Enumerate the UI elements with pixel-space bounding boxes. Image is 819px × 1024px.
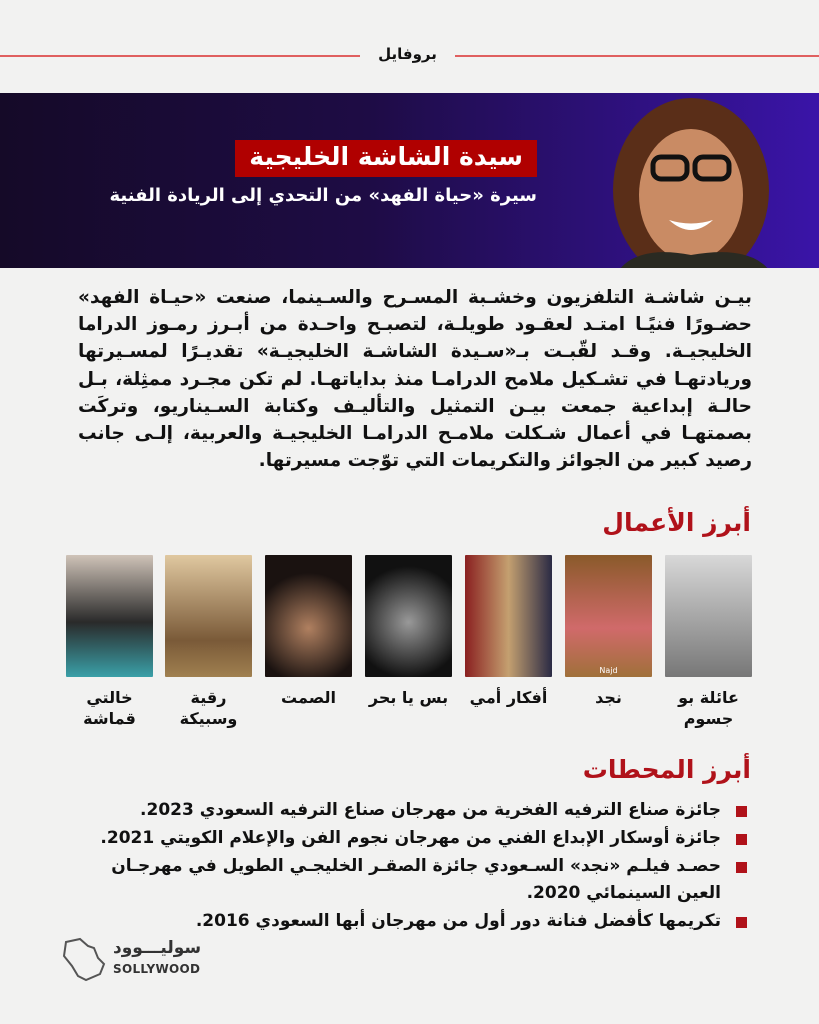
hero-title: سيدة الشاشة الخليجية	[235, 140, 537, 177]
work-title: بس يا بحر	[368, 688, 449, 707]
list-item	[71, 908, 751, 935]
work-title: خالتي قماشة	[83, 688, 136, 728]
work-title: رقية وسبيكة	[179, 688, 238, 728]
milestone-text: جائزة أوسكار الإبداع الفني من مهرجان نجوم الفن والإعلام الكويتي 2021.	[100, 828, 721, 848]
milestone-text: تكريمها كأفضل فنانة دور أول من مهرجان أبها السعودي 2016.	[195, 911, 721, 931]
work-item	[665, 555, 752, 729]
bullet-icon	[736, 862, 747, 873]
milestone-text: حصـد فيلـم «نجد» السـعودي جائزة الصقـر الخليجـي الطويل في مهرجـان العين السينمائي 2020.	[111, 856, 721, 903]
work-thumbnail	[465, 555, 552, 677]
work-thumbnail	[365, 555, 452, 677]
list-item	[71, 853, 751, 907]
hero-subtitle: سيرة «حياة الفهد» من التحدي إلى الريادة الفنية	[109, 185, 537, 206]
logo-arabic: سوليـــوود	[113, 938, 202, 958]
list-item	[71, 797, 751, 824]
work-title: أفكار أمي	[469, 688, 548, 707]
works-heading: أبرز الأعمال	[602, 508, 751, 537]
work-thumbnail	[665, 555, 752, 677]
work-thumbnail	[565, 555, 652, 677]
work-item	[365, 555, 452, 708]
section-header	[0, 45, 819, 65]
sollywood-logo	[58, 936, 208, 982]
logo-english: SOLLYWOOD	[113, 962, 201, 976]
work-item	[465, 555, 552, 708]
portrait-image	[599, 95, 779, 268]
map-icon	[58, 936, 108, 982]
work-thumbnail	[66, 555, 153, 677]
list-item	[71, 825, 751, 852]
bullet-icon	[736, 834, 747, 845]
work-title: نجد	[595, 688, 622, 707]
work-item	[565, 555, 652, 708]
work-thumbnail	[265, 555, 352, 677]
works-gallery	[66, 555, 754, 745]
work-thumbnail	[165, 555, 252, 677]
section-label: بروفايل	[378, 45, 437, 63]
work-item	[165, 555, 252, 729]
divider	[0, 55, 360, 57]
intro-paragraph: بيـن شاشـة التلفزيون وخشـبة المسـرح والسـينما، صنعت «حيـاة الفهد» حضـورًا فنيًـا امتـد لعقـود طويلـة، لتصبـح واحـدة من أبـرز رمـوز الدراما الخليجيـة. وقـد لقّبـت بـ«سـيدة الشاشـة الخليجيـة» تقديـرًا لمسـيرتها وريادتهـا في تشـكيل ملامح الدرامـا منذ بداياتهـا. لم تكن مجـرد ممثِلة، بـل حالـة إبداعية جمعت بيـن التمثيل والتأليـف وكتابة السـيناريو، وتركَت بصمتهـا في أعمال شـكلت ملامـح الدرامـا الخليجيـة والعربية، إلـى جانب رصيد كبير من الجوائز والتكريمات التي توّجت مسيرتها.	[78, 287, 752, 472]
work-title: الصمت	[281, 688, 336, 707]
hero-banner	[0, 93, 819, 268]
poster-text: Najd	[599, 666, 618, 675]
work-item	[265, 555, 352, 708]
milestones-heading: أبرز المحطات	[582, 755, 751, 784]
divider	[455, 55, 819, 57]
milestone-text: جائزة صناع الترفيه الفخرية من مهرجان صناع الترفيه السعودي 2023.	[140, 800, 721, 820]
work-title: عائلة بو جسوم	[678, 688, 739, 728]
bullet-icon	[736, 806, 747, 817]
work-item	[66, 555, 153, 729]
bullet-icon	[736, 917, 747, 928]
milestones-list	[71, 797, 751, 936]
